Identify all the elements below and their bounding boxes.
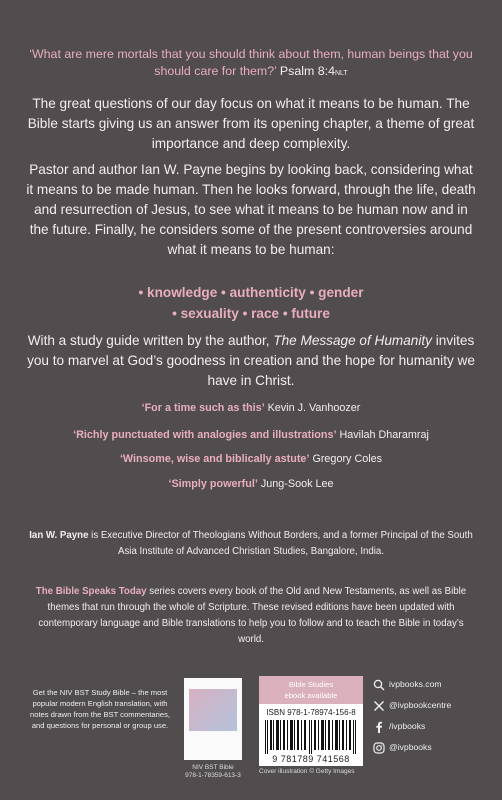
search-icon [373,679,385,691]
social-x[interactable]: @ivpbookcentre [373,697,451,713]
description-paragraph: Pastor and author Ian W. Payne begins by looking back, considering what it means to be made human. Then he looks forward, through the life, death and resurrection of Jesus, to see what it means to be human now and in the future. Finally, he considers some of the present controversies around what it means to be human: [26,162,476,257]
endorsement: ‘For a time such as this’ Kevin J. Vanhoozer [141,402,361,414]
book-title: The Message of Humanity [273,333,432,348]
study-guide-paragraph: With a study guide written by the author, The Message of Humanity invites you to marvel at God’s goodness in creation and the hope for humanity we have in Christ. [27,333,475,388]
endorsement: ‘Simply powerful’ Jung-Sook Lee [168,478,334,490]
endorsement: ‘Richly punctuated with analogies and illustrations’ Havilah Dharamraj [73,429,429,441]
social-instagram[interactable]: @ivpbooks [373,739,432,755]
social-facebook[interactable]: /ivpbooks [373,718,425,734]
topics-line-1: • knowledge • authenticity • gender [138,285,364,300]
epigraph-quote [20,46,482,82]
barcode-panel [259,704,363,766]
facebook-icon [373,721,385,733]
author-name: Ian W. Payne [29,530,89,541]
quote-text: ‘What are mere mortals that you should think about them, human beings that you should care for them?’ [29,47,473,78]
niv-bible-cover-image [184,678,242,760]
intro-paragraph: The great questions of our day focus on what it means to be human. The Bible starts giving us an answer from its opening chapter, a theme of great importance and deep complexity. [27,96,475,151]
topics-line-2: • sexuality • race • future [172,306,330,321]
series-description: The Bible Speaks Today series covers every book of the Old and New Testaments, as well as Bible themes that run through the whole of Scripture. These revised editions have been updated with contemporary language and Bible translations to help you to follow and to teach the Bible in today’s world. [35,586,467,645]
niv-book-caption: NIV BST Bible 978-1-78359-613-3 [185,764,241,779]
cover-credit: Cover illustration © Getty Images [259,768,355,775]
x-logo-icon [373,700,385,712]
social-website[interactable]: ivpbooks.com [373,676,442,692]
cover-artwork [189,689,237,731]
quote-reference: Psalm 8:4NLT [279,64,348,78]
category-box: Bible Studies ebook available [259,676,363,704]
barcode-number: 9 781789 741568 [272,754,350,764]
topics-list [26,282,476,324]
endorsement: ‘Winsome, wise and biblically astute’ Gregory Coles [119,453,383,465]
niv-promo-text: Get the NIV BST Study Bible – the most popular modern English translation, with notes drawn from the BST commentaries, and questions for personal or group use. [30,688,170,730]
barcode-icon [265,720,357,754]
instagram-icon [373,742,385,754]
series-name: The Bible Speaks Today [35,586,147,597]
author-bio: Ian W. Payne is Executive Director of Theologians Without Borders, and a former Principal of the South Asia Institute of Advanced Christian Studies, Bangalore, India. [29,530,473,557]
isbn-label: ISBN 978-1-78974-156-8 [266,708,356,717]
